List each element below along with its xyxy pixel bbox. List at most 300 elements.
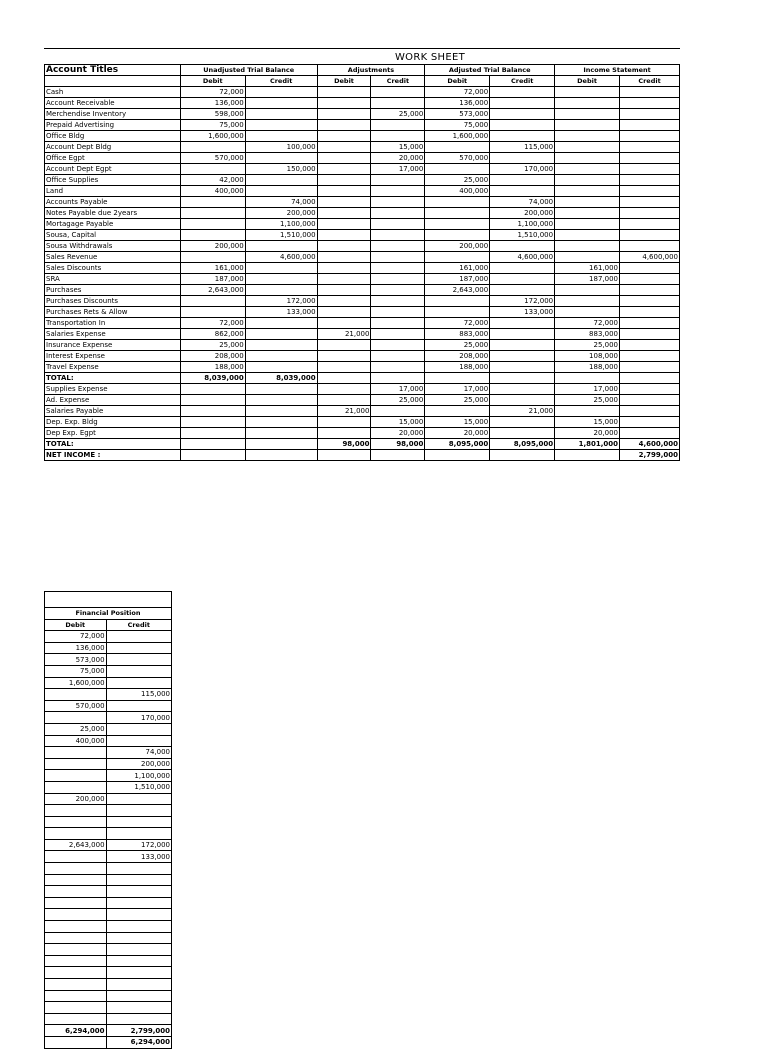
amount-cell	[371, 285, 425, 296]
fp-amount-cell: 133,000	[106, 851, 171, 863]
financial-position-row	[45, 816, 172, 828]
amount-cell	[490, 87, 555, 98]
amount-cell	[620, 197, 680, 208]
amount-cell	[371, 329, 425, 340]
amount-cell: 25,000	[425, 340, 490, 351]
amount-cell: 1,510,000	[490, 230, 555, 241]
amount-cell	[620, 142, 680, 153]
amount-cell	[620, 230, 680, 241]
account-title-cell: Prepaid Advertising	[45, 120, 181, 131]
amount-cell: 72,000	[555, 318, 620, 329]
adjustments-header: Adjustments	[317, 65, 425, 76]
amount-cell	[555, 208, 620, 219]
fp-amount-cell	[45, 863, 107, 875]
financial-position-row	[45, 863, 172, 875]
amount-cell: 8,039,000	[245, 373, 317, 384]
fp-amount-cell	[45, 944, 107, 956]
amount-cell: 100,000	[245, 142, 317, 153]
amount-cell: 21,000	[317, 329, 371, 340]
account-title-cell: Interest Expense	[45, 351, 181, 362]
fp-amount-cell: 2,643,000	[45, 839, 107, 851]
amount-cell	[371, 351, 425, 362]
fp-amount-cell	[45, 955, 107, 967]
amount-cell	[245, 428, 317, 439]
amount-cell	[180, 417, 245, 428]
fp-amount-cell	[106, 955, 171, 967]
amount-cell: 75,000	[425, 120, 490, 131]
amount-cell: 42,000	[180, 175, 245, 186]
amount-cell	[425, 406, 490, 417]
fp-amount-cell	[106, 723, 171, 735]
amount-cell	[490, 373, 555, 384]
amount-cell	[180, 142, 245, 153]
financial-position-table	[44, 607, 172, 1049]
amount-cell	[371, 120, 425, 131]
fp-amount-cell	[106, 874, 171, 886]
fp-amount-cell	[106, 654, 171, 666]
account-title-cell: Sales Revenue	[45, 252, 181, 263]
amount-cell	[371, 131, 425, 142]
amount-cell	[371, 230, 425, 241]
financial-position-row	[45, 1002, 172, 1014]
amount-cell	[371, 87, 425, 98]
amount-cell	[620, 362, 680, 373]
amount-cell	[425, 373, 490, 384]
amount-cell	[490, 274, 555, 285]
fp-amount-cell	[106, 921, 171, 933]
amount-cell	[555, 450, 620, 461]
fp-amount-cell	[106, 897, 171, 909]
worksheet	[44, 48, 680, 461]
debit-header: Debit	[425, 76, 490, 87]
amount-cell	[317, 219, 371, 230]
fp-amount-cell	[106, 665, 171, 677]
amount-cell	[555, 131, 620, 142]
amount-cell	[555, 175, 620, 186]
amount-cell	[245, 351, 317, 362]
fp-amount-cell: 25,000	[45, 723, 107, 735]
amount-cell: 25,000	[371, 109, 425, 120]
amount-cell	[180, 230, 245, 241]
amount-cell	[180, 450, 245, 461]
fp-amount-cell: 200,000	[106, 758, 171, 770]
amount-cell	[317, 164, 371, 175]
fp-amount-cell	[106, 1013, 171, 1025]
fp-amount-cell	[45, 770, 107, 782]
amount-cell: 17,000	[371, 384, 425, 395]
fp-amount-cell	[106, 944, 171, 956]
account-title-cell: TOTAL:	[45, 373, 181, 384]
amount-cell: 15,000	[371, 417, 425, 428]
worksheet-row	[45, 87, 680, 98]
account-title-cell: TOTAL:	[45, 439, 181, 450]
amount-cell	[620, 186, 680, 197]
amount-cell	[371, 307, 425, 318]
amount-cell	[317, 241, 371, 252]
blank-cell	[45, 76, 181, 87]
amount-cell	[245, 329, 317, 340]
amount-cell	[317, 318, 371, 329]
financial-position-row	[45, 990, 172, 1002]
amount-cell	[555, 153, 620, 164]
amount-cell: 208,000	[425, 351, 490, 362]
amount-cell: 400,000	[180, 186, 245, 197]
amount-cell: 133,000	[245, 307, 317, 318]
amount-cell: 20,000	[371, 153, 425, 164]
amount-cell	[317, 131, 371, 142]
account-title-cell: Dep Exp. Egpt	[45, 428, 181, 439]
worksheet-row	[45, 208, 680, 219]
fp-amount-cell	[45, 1013, 107, 1025]
amount-cell: 1,600,000	[425, 131, 490, 142]
amount-cell: 15,000	[425, 417, 490, 428]
account-title-cell: Land	[45, 186, 181, 197]
financial-position-row	[45, 723, 172, 735]
amount-cell	[425, 252, 490, 263]
financial-position-row	[45, 1036, 172, 1048]
account-title-cell: SRA	[45, 274, 181, 285]
account-title-cell: Office Egpt	[45, 153, 181, 164]
amount-cell	[490, 329, 555, 340]
fp-amount-cell: 75,000	[45, 665, 107, 677]
amount-cell	[180, 406, 245, 417]
amount-cell	[317, 384, 371, 395]
financial-position-row	[45, 758, 172, 770]
fp-amount-cell	[106, 909, 171, 921]
fp-amount-cell: 170,000	[106, 712, 171, 724]
worksheet-row	[45, 109, 680, 120]
amount-cell	[371, 450, 425, 461]
account-title-cell: Purchases Discounts	[45, 296, 181, 307]
financial-position-row	[45, 665, 172, 677]
amount-cell: 2,643,000	[425, 285, 490, 296]
amount-cell: 115,000	[490, 142, 555, 153]
amount-cell	[245, 384, 317, 395]
amount-cell	[371, 263, 425, 274]
amount-cell: 25,000	[371, 395, 425, 406]
amount-cell	[620, 153, 680, 164]
amount-cell: 15,000	[555, 417, 620, 428]
amount-cell	[620, 164, 680, 175]
amount-cell	[317, 362, 371, 373]
financial-position-row	[45, 921, 172, 933]
amount-cell	[317, 307, 371, 318]
amount-cell	[425, 296, 490, 307]
fp-amount-cell: 573,000	[45, 654, 107, 666]
amount-cell	[180, 428, 245, 439]
amount-cell	[180, 296, 245, 307]
amount-cell: 25,000	[425, 175, 490, 186]
amount-cell	[555, 285, 620, 296]
fp-credit-header: Credit	[106, 619, 171, 631]
worksheet-row	[45, 406, 680, 417]
fp-amount-cell	[106, 816, 171, 828]
amount-cell	[620, 351, 680, 362]
amount-cell	[317, 197, 371, 208]
account-title-cell: Notes Payable due 2years	[45, 208, 181, 219]
financial-position-row	[45, 631, 172, 643]
financial-position-row	[45, 689, 172, 701]
amount-cell	[490, 395, 555, 406]
fp-amount-cell	[106, 863, 171, 875]
fp-amount-cell: 172,000	[106, 839, 171, 851]
amount-cell	[490, 362, 555, 373]
fp-amount-cell	[45, 747, 107, 759]
amount-cell	[490, 417, 555, 428]
amount-cell	[245, 153, 317, 164]
worksheet-row	[45, 252, 680, 263]
amount-cell	[245, 417, 317, 428]
amount-cell	[555, 87, 620, 98]
amount-cell: 25,000	[180, 340, 245, 351]
fp-amount-cell	[106, 990, 171, 1002]
fp-amount-cell	[106, 932, 171, 944]
amount-cell	[245, 318, 317, 329]
amount-cell	[245, 186, 317, 197]
worksheet-row	[45, 219, 680, 230]
fp-amount-cell	[106, 1002, 171, 1014]
amount-cell	[555, 241, 620, 252]
amount-cell	[620, 428, 680, 439]
amount-cell: 8,039,000	[180, 373, 245, 384]
amount-cell: 161,000	[555, 263, 620, 274]
financial-position-row	[45, 677, 172, 689]
amount-cell	[620, 131, 680, 142]
worksheet-row	[45, 384, 680, 395]
amount-cell: 25,000	[425, 395, 490, 406]
account-title-cell: Salaries Payable	[45, 406, 181, 417]
account-title-cell: Insurance Expense	[45, 340, 181, 351]
amount-cell	[180, 164, 245, 175]
fp-amount-cell	[45, 851, 107, 863]
amount-cell	[180, 197, 245, 208]
amount-cell	[317, 208, 371, 219]
financial-position-row	[45, 770, 172, 782]
financial-position-row	[45, 700, 172, 712]
financial-position-row	[45, 828, 172, 840]
amount-cell	[371, 340, 425, 351]
amount-cell	[490, 186, 555, 197]
amount-cell	[371, 219, 425, 230]
amount-cell: 200,000	[490, 208, 555, 219]
fp-amount-cell	[45, 909, 107, 921]
financial-position-row	[45, 712, 172, 724]
amount-cell: 598,000	[180, 109, 245, 120]
amount-cell	[371, 186, 425, 197]
worksheet-row	[45, 285, 680, 296]
amount-cell	[245, 109, 317, 120]
account-title-cell: Travel Expense	[45, 362, 181, 373]
worksheet-row	[45, 197, 680, 208]
financial-position-row	[45, 932, 172, 944]
fp-amount-cell	[106, 793, 171, 805]
amount-cell: 21,000	[490, 406, 555, 417]
amount-cell: 1,801,000	[555, 439, 620, 450]
amount-cell	[490, 241, 555, 252]
amount-cell	[490, 285, 555, 296]
amount-cell	[555, 98, 620, 109]
amount-cell: 400,000	[425, 186, 490, 197]
amount-cell: 161,000	[180, 263, 245, 274]
financial-position-row	[45, 851, 172, 863]
amount-cell	[425, 230, 490, 241]
amount-cell: 1,600,000	[180, 131, 245, 142]
account-title-cell: Account Receivable	[45, 98, 181, 109]
amount-cell	[180, 307, 245, 318]
amount-cell	[317, 417, 371, 428]
financial-position-row	[45, 897, 172, 909]
worksheet-row	[45, 98, 680, 109]
financial-position-row	[45, 1025, 172, 1037]
fp-amount-cell	[45, 1036, 107, 1048]
amount-cell	[490, 340, 555, 351]
fp-amount-cell	[106, 828, 171, 840]
amount-cell	[555, 109, 620, 120]
fp-amount-cell	[45, 979, 107, 991]
amount-cell	[245, 439, 317, 450]
account-title-cell: Mortagage Payable	[45, 219, 181, 230]
financial-position-row	[45, 874, 172, 886]
amount-cell	[317, 395, 371, 406]
fp-amount-cell: 6,294,000	[106, 1036, 171, 1048]
credit-header: Credit	[620, 76, 680, 87]
amount-cell	[490, 120, 555, 131]
financial-position-row	[45, 654, 172, 666]
worksheet-row	[45, 373, 680, 384]
amount-cell	[555, 230, 620, 241]
fp-amount-cell	[106, 967, 171, 979]
amount-cell	[620, 373, 680, 384]
worksheet-row	[45, 131, 680, 142]
amount-cell	[317, 340, 371, 351]
worksheet-row	[45, 263, 680, 274]
amount-cell	[245, 450, 317, 461]
worksheet-row	[45, 395, 680, 406]
worksheet-row	[45, 439, 680, 450]
amount-cell	[555, 186, 620, 197]
amount-cell: 161,000	[425, 263, 490, 274]
amount-cell	[425, 307, 490, 318]
amount-cell: 883,000	[425, 329, 490, 340]
account-title-cell: Office Supplies	[45, 175, 181, 186]
amount-cell	[245, 274, 317, 285]
amount-cell	[317, 373, 371, 384]
fp-amount-cell: 570,000	[45, 700, 107, 712]
account-title-cell: Transportation In	[45, 318, 181, 329]
amount-cell	[490, 384, 555, 395]
amount-cell	[317, 87, 371, 98]
amount-cell	[555, 120, 620, 131]
amount-cell	[490, 175, 555, 186]
financial-position-row	[45, 967, 172, 979]
worksheet-title: WORK SHEET	[44, 48, 680, 64]
account-title-cell: Salaries Expense	[45, 329, 181, 340]
amount-cell: 187,000	[180, 274, 245, 285]
fp-amount-cell: 115,000	[106, 689, 171, 701]
fp-debit-header: Debit	[45, 619, 107, 631]
amount-cell	[555, 373, 620, 384]
amount-cell: 573,000	[425, 109, 490, 120]
amount-cell: 136,000	[425, 98, 490, 109]
amount-cell	[620, 417, 680, 428]
amount-cell	[317, 263, 371, 274]
amount-cell	[180, 252, 245, 263]
amount-cell: 4,600,000	[620, 252, 680, 263]
amount-cell: 8,095,000	[490, 439, 555, 450]
fp-amount-cell	[45, 712, 107, 724]
amount-cell	[317, 351, 371, 362]
worksheet-row	[45, 142, 680, 153]
amount-cell: 188,000	[555, 362, 620, 373]
financial-position-header: Financial Position	[45, 608, 172, 620]
account-title-cell: Cash	[45, 87, 181, 98]
amount-cell: 108,000	[555, 351, 620, 362]
amount-cell	[317, 142, 371, 153]
amount-cell	[317, 274, 371, 285]
amount-cell: 188,000	[425, 362, 490, 373]
amount-cell	[371, 406, 425, 417]
amount-cell	[371, 274, 425, 285]
fp-amount-cell	[106, 979, 171, 991]
worksheet-row	[45, 230, 680, 241]
account-title-cell: Merchendise Inventory	[45, 109, 181, 120]
worksheet-row	[45, 417, 680, 428]
worksheet-row	[45, 241, 680, 252]
account-title-cell: Sousa, Capital	[45, 230, 181, 241]
amount-cell	[490, 109, 555, 120]
worksheet-row	[45, 351, 680, 362]
financial-position-row	[45, 839, 172, 851]
financial-position-row	[45, 979, 172, 991]
unadjusted-trial-balance-header: Unadjusted Trial Balance	[180, 65, 317, 76]
fp-amount-cell	[45, 781, 107, 793]
amount-cell	[490, 153, 555, 164]
financial-position-row	[45, 781, 172, 793]
amount-cell: 200,000	[180, 241, 245, 252]
amount-cell	[620, 296, 680, 307]
financial-position-row	[45, 642, 172, 654]
amount-cell	[490, 428, 555, 439]
amount-cell: 570,000	[180, 153, 245, 164]
amount-cell	[371, 197, 425, 208]
amount-cell	[371, 252, 425, 263]
amount-cell: 8,095,000	[425, 439, 490, 450]
fp-amount-cell: 1,510,000	[106, 781, 171, 793]
amount-cell: 188,000	[180, 362, 245, 373]
amount-cell	[245, 285, 317, 296]
amount-cell: 15,000	[371, 142, 425, 153]
worksheet-row	[45, 329, 680, 340]
amount-cell	[620, 384, 680, 395]
fp-amount-cell: 136,000	[45, 642, 107, 654]
amount-cell: 187,000	[425, 274, 490, 285]
amount-cell: 883,000	[555, 329, 620, 340]
financial-position-row	[45, 886, 172, 898]
fp-amount-cell	[45, 886, 107, 898]
amount-cell	[245, 340, 317, 351]
amount-cell: 75,000	[180, 120, 245, 131]
amount-cell: 72,000	[425, 318, 490, 329]
fp-amount-cell: 72,000	[45, 631, 107, 643]
amount-cell	[371, 373, 425, 384]
amount-cell	[317, 186, 371, 197]
amount-cell	[490, 131, 555, 142]
fp-amount-cell	[45, 758, 107, 770]
credit-header: Credit	[490, 76, 555, 87]
fp-amount-cell	[106, 642, 171, 654]
amount-cell: 21,000	[317, 406, 371, 417]
amount-cell	[425, 450, 490, 461]
